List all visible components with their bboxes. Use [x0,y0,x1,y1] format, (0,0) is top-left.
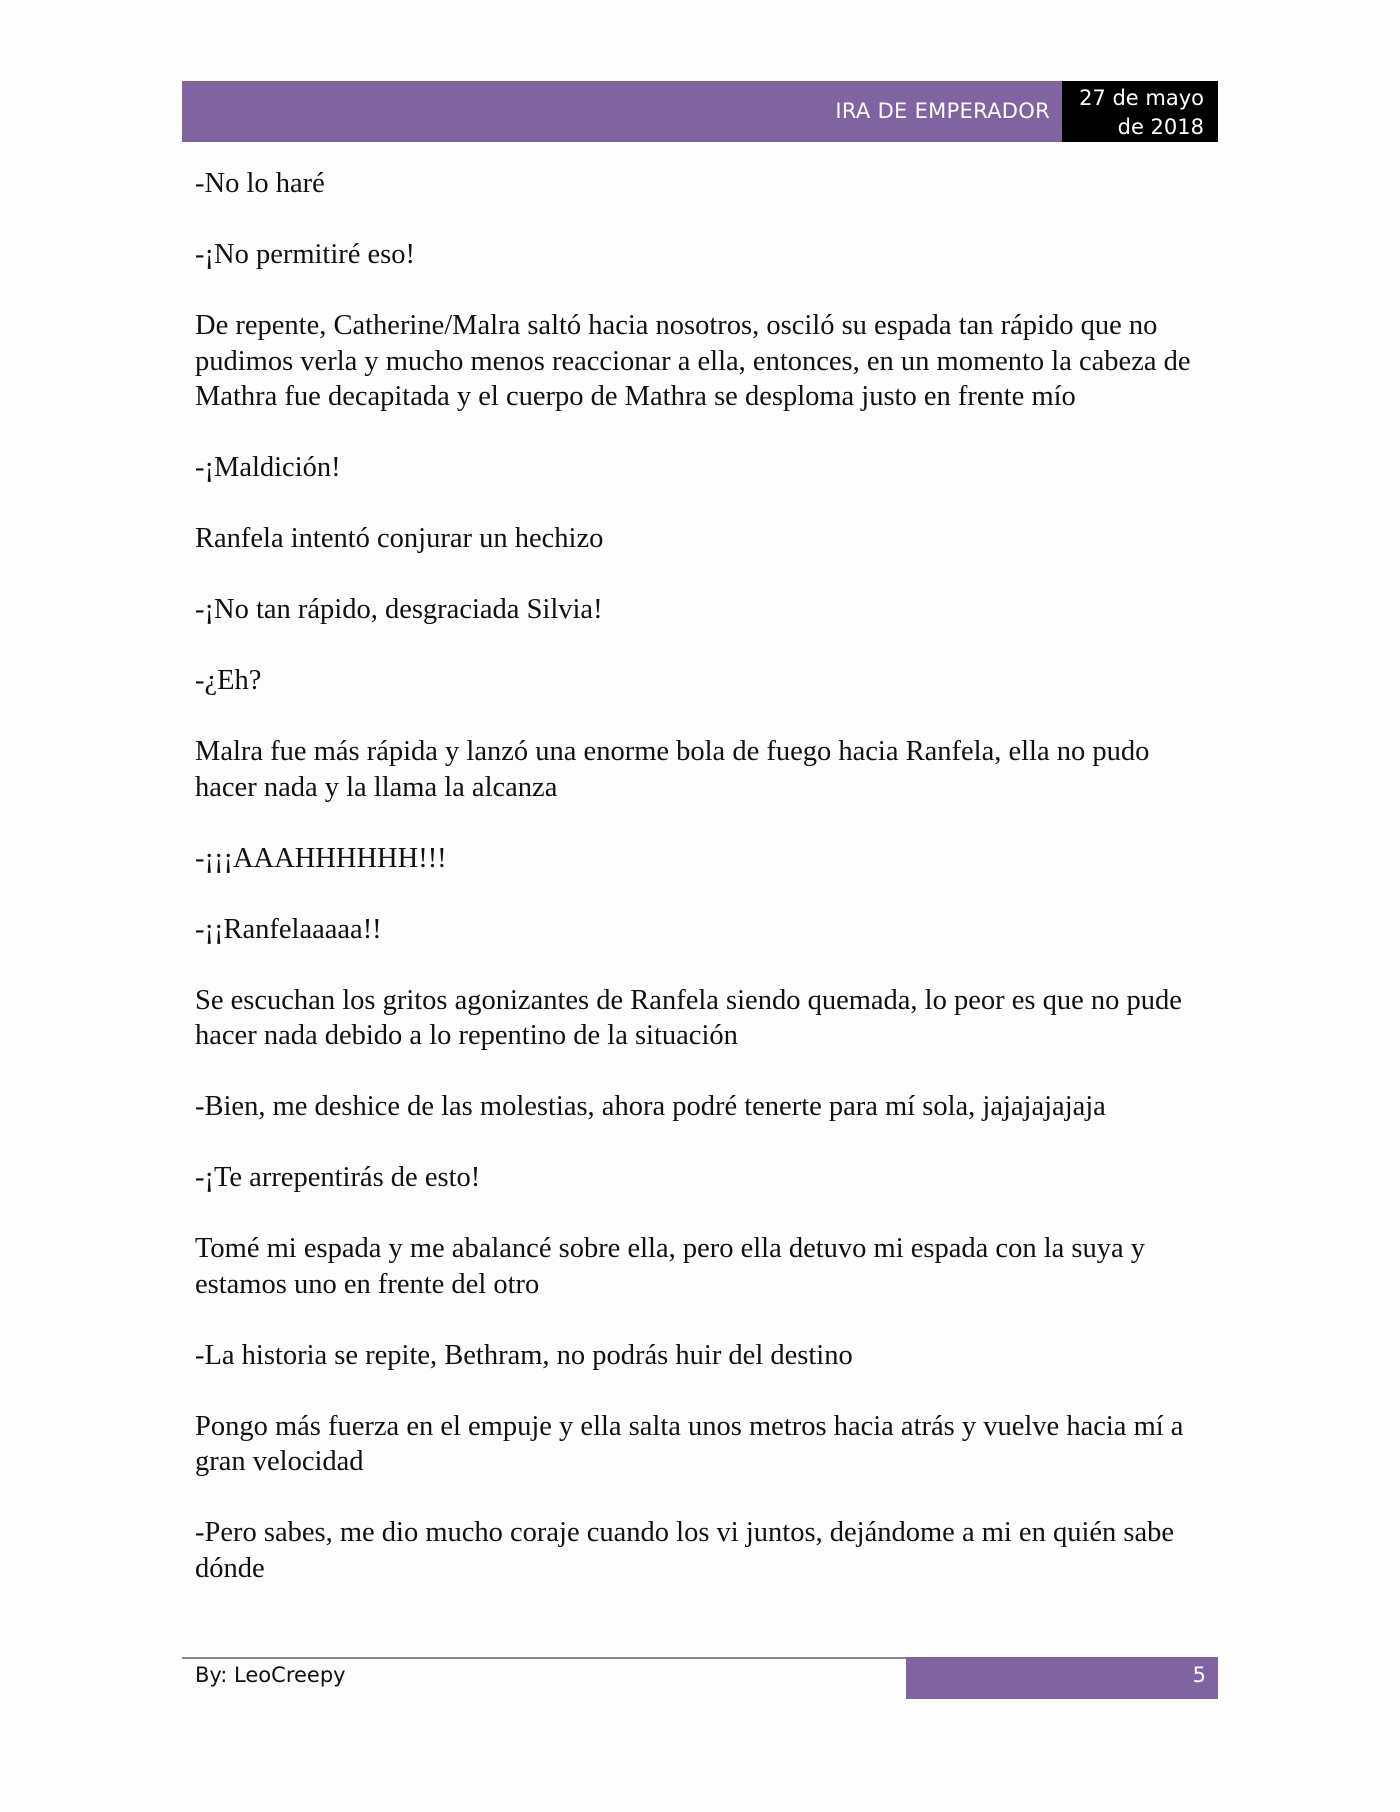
header-title: IRA DE EMPERADOR [835,99,1050,123]
paragraph: Pongo más fuerza en el empuje y ella salta unos metros hacia atrás y vuelve hacia mí a gran velocidad [195,1410,1184,1477]
footer-author: By: LeoCreepy [195,1663,346,1687]
body-text [195,166,1215,1622]
paragraph: Ranfela intentó conjurar un hechizo [195,523,604,554]
paragraph: Tomé mi espada y me abalancé sobre ella, pero ella detuvo mi espada con la suya y estamos uno en frente del otro [195,1233,1146,1300]
paragraph: -La historia se repite, Bethram, no podrás huir del destino [195,1339,853,1371]
header-date-box [1062,81,1218,142]
paragraph: -¡No permitiré eso! [195,239,415,270]
footer-divider [182,1657,906,1659]
paragraph: -Pero sabes, me dio mucho coraje cuando los vi juntos, dejándome a mi en quién sabe dónde [195,1517,1175,1584]
header-date-line-2: de 2018 [1117,115,1204,139]
paragraph: -¡¡Ranfelaaaaa!! [195,913,382,945]
paragraph: De repente, Catherine/Malra saltó hacia nosotros, osciló su espada tan rápido que no pudimos verla y mucho menos reaccionar a ella, entonces, en un momento la cabeza de Mathra fue decapitada y el cuerpo de Mathra se desploma justo en frente mío [195,310,1191,412]
page-number: 5 [1192,1663,1206,1687]
paragraph: Malra fue más rápida y lanzó una enorme bola de fuego hacia Ranfela, ella no pudo hacer nada y la llama la alcanza [195,736,1150,803]
paragraph: -Bien, me deshice de las molestias, ahora podré tenerte para mí sola, jajajajajaja [195,1091,1106,1122]
paragraph: Se escuchan los gritos agonizantes de Ranfela siendo quemada, lo peor es que no pude hacer nada debido a lo repentino de la situación [195,984,1182,1051]
paragraph: -¿Eh? [195,665,262,696]
paragraph: -No lo haré [195,168,325,199]
paragraph: -¡Te arrepentirás de esto! [195,1162,481,1193]
header-date-line-1: 27 de mayo [1079,86,1204,110]
paragraph: -¡Maldición! [195,452,341,483]
paragraph: -¡No tan rápido, desgraciada Silvia! [195,594,603,625]
paragraph: -¡¡¡AAAHHHHHH!!! [195,842,447,874]
